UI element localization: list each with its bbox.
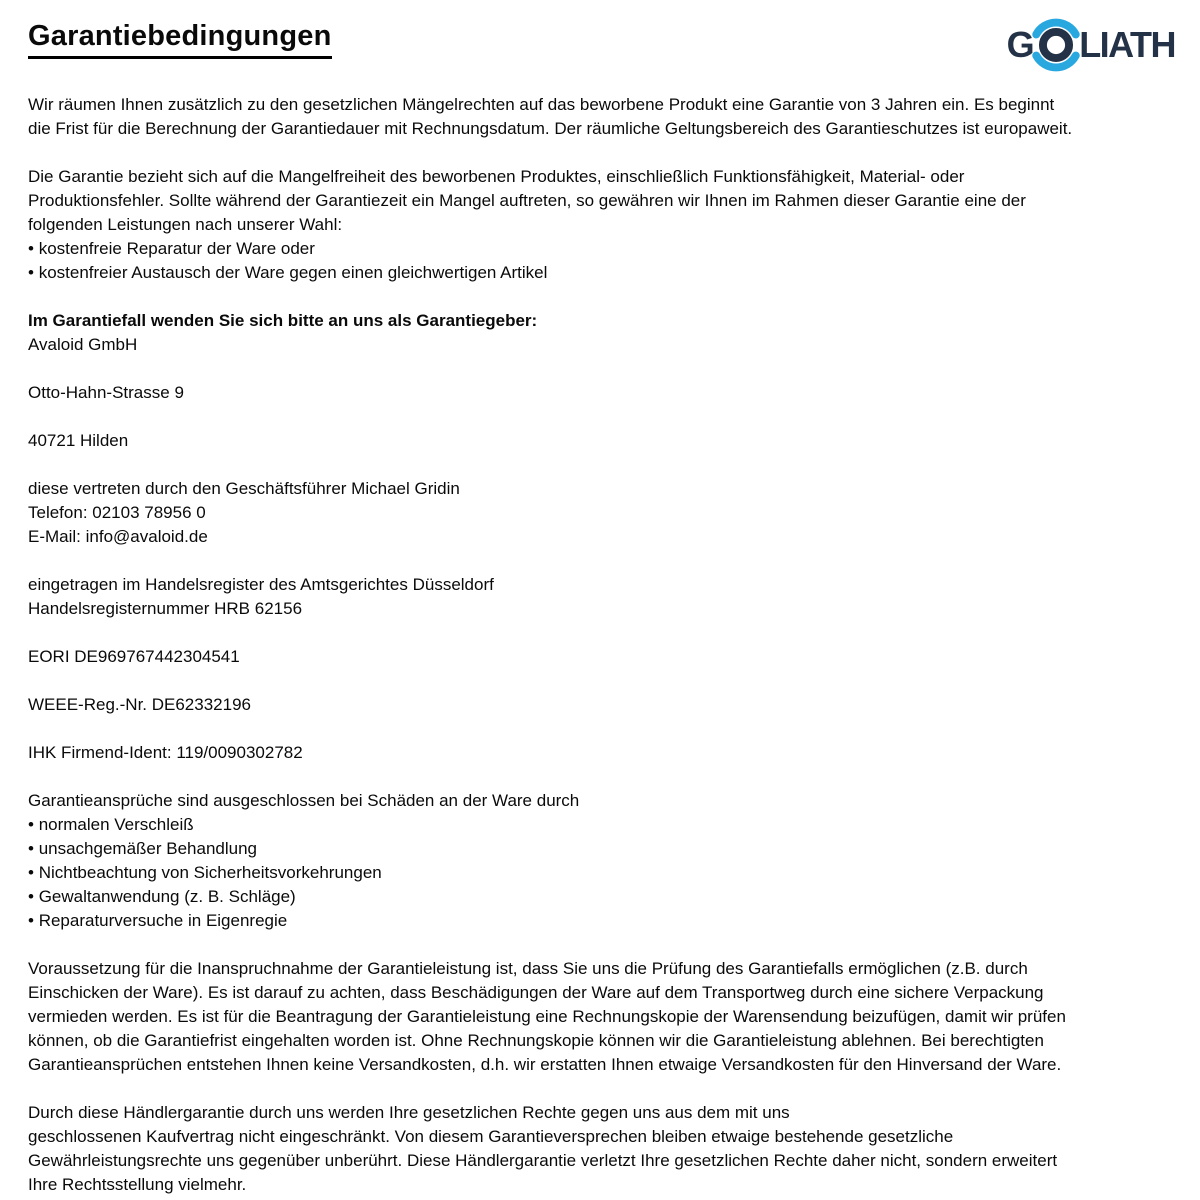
register-court-line: eingetragen im Handelsregister des Amtsgerichtes Düsseldorf <box>28 575 494 595</box>
text-line: Durch diese Händlergarantie durch uns werden Ihre gesetzlichen Rechte gegen uns aus dem mit uns <box>28 1103 790 1123</box>
logo-text-liath: LIATH <box>1079 24 1175 66</box>
text-line: vermieden werden. Es ist für die Beantragung der Garantieleistung eine Rechnungskopie der Warensendung beizufügen, damit wir prüfen <box>28 1007 1066 1027</box>
exclusions-intro: Garantieansprüche sind ausgeschlossen bei Schäden an der Ware durch <box>28 791 580 811</box>
exclusion-item: • Gewaltanwendung (z. B. Schläge) <box>28 885 1172 909</box>
text-line: die Frist für die Berechnung der Garantiedauer mit Rechnungsdatum. Der räumliche Geltungsbereich des Garantieschutzes ist europaweit. <box>28 119 1073 139</box>
ihk-line: IHK Firmend-Ident: 119/0090302782 <box>28 743 303 763</box>
contact-block <box>28 477 1172 549</box>
text-line: Ihre Rechtsstellung vielmehr. <box>28 1175 247 1195</box>
page-title: Garantiebedingungen <box>28 20 332 59</box>
text-line: Garantieansprüchen entstehen Ihnen keine Versandkosten, d.h. wir erstatten Ihnen etwaige Versandkosten für den Hinversand der Ware. <box>28 1055 1062 1075</box>
text-line: Produktionsfehler. Sollte während der Garantiezeit ein Mangel auftreten, so gewähren wir Ihnen im Rahmen dieser Garantie eine der <box>28 191 1026 211</box>
conditions-paragraph <box>28 957 1172 1077</box>
warranty-option-item: • kostenfreie Reparatur der Ware oder <box>28 237 1172 261</box>
legal-paragraph <box>28 1101 1172 1197</box>
register-block <box>28 573 1172 621</box>
intro-paragraph <box>28 93 1172 141</box>
weee-line: WEEE-Reg.-Nr. DE62332196 <box>28 695 251 715</box>
text-line: geschlossenen Kaufvertrag nicht eingeschränkt. Von diesem Garantieversprechen bleiben etwaige bestehende gesetzliche <box>28 1127 954 1147</box>
text-line: Die Garantie bezieht sich auf die Mangelfreiheit des beworbenen Produktes, einschließlich Funktionsfähigkeit, Material- oder <box>28 167 965 187</box>
exclusion-item: • normalen Verschleiß <box>28 813 1172 837</box>
phone-line: Telefon: 02103 78956 0 <box>28 503 206 523</box>
logo-text-g: G <box>1006 24 1034 66</box>
guarantor-heading: Im Garantiefall wenden Sie sich bitte an uns als Garantiegeber: <box>28 311 538 331</box>
ihk-block <box>28 741 1172 765</box>
text-line: Gewährleistungsrechte uns gegenüber unberührt. Diese Händlergarantie verletzt Ihre gesetzlichen Rechte daher nicht, sondern erweitert <box>28 1151 1058 1171</box>
warranty-option-item: • kostenfreier Austausch der Ware gegen einen gleichwertigen Artikel <box>28 261 1172 285</box>
exclusion-item: • Nichtbeachtung von Sicherheitsvorkehrungen <box>28 861 1172 885</box>
representative-line: diese vertreten durch den Geschäftsführer Michael Gridin <box>28 479 460 499</box>
logo-o-icon <box>1028 15 1084 75</box>
text-line: können, ob die Garantiefrist eingehalten worden ist. Ohne Rechnungskopie können wir die Garantieleistung ablehnen. Bei berechtigten <box>28 1031 1044 1051</box>
text-line: Wir räumen Ihnen zusätzlich zu den gesetzlichen Mängelrechten auf das beworbene Produkt eine Garantie von 3 Jahren ein. Es beginnt <box>28 95 1055 115</box>
exclusion-item: • unsachgemäßer Behandlung <box>28 837 1172 861</box>
text-line: Einschicken der Ware). Es ist darauf zu achten, dass Beschädigungen der Ware auf dem Transportweg durch eine sichere Verpackung <box>28 983 1044 1003</box>
text-line: Otto-Hahn-Strasse 9 <box>28 383 184 403</box>
company-name: Avaloid GmbH <box>28 335 138 355</box>
guarantor-block <box>28 309 1172 357</box>
weee-block <box>28 693 1172 717</box>
exclusions-block <box>28 789 1172 933</box>
page-title-wrap <box>28 16 1172 59</box>
text-line: Voraussetzung für die Inanspruchnahme der Garantieleistung ist, dass Sie uns die Prüfung des Garantiefalls ermöglichen (z.B. durch <box>28 959 1028 979</box>
register-number-line: Handelsregisternummer HRB 62156 <box>28 599 303 619</box>
text-line: folgenden Leistungen nach unserer Wahl: <box>28 215 343 235</box>
document-body <box>28 93 1172 1197</box>
text-line: 40721 Hilden <box>28 431 129 451</box>
eori-block <box>28 645 1172 669</box>
email-line: E-Mail: info@avaloid.de <box>28 527 208 547</box>
scope-paragraph <box>28 165 1172 285</box>
document-header <box>28 16 1175 66</box>
street-address <box>28 381 1172 405</box>
goliath-logo <box>1007 15 1175 75</box>
eori-line: EORI DE969767442304541 <box>28 647 240 667</box>
city-address <box>28 429 1172 453</box>
exclusion-item: • Reparaturversuche in Eigenregie <box>28 909 1172 933</box>
